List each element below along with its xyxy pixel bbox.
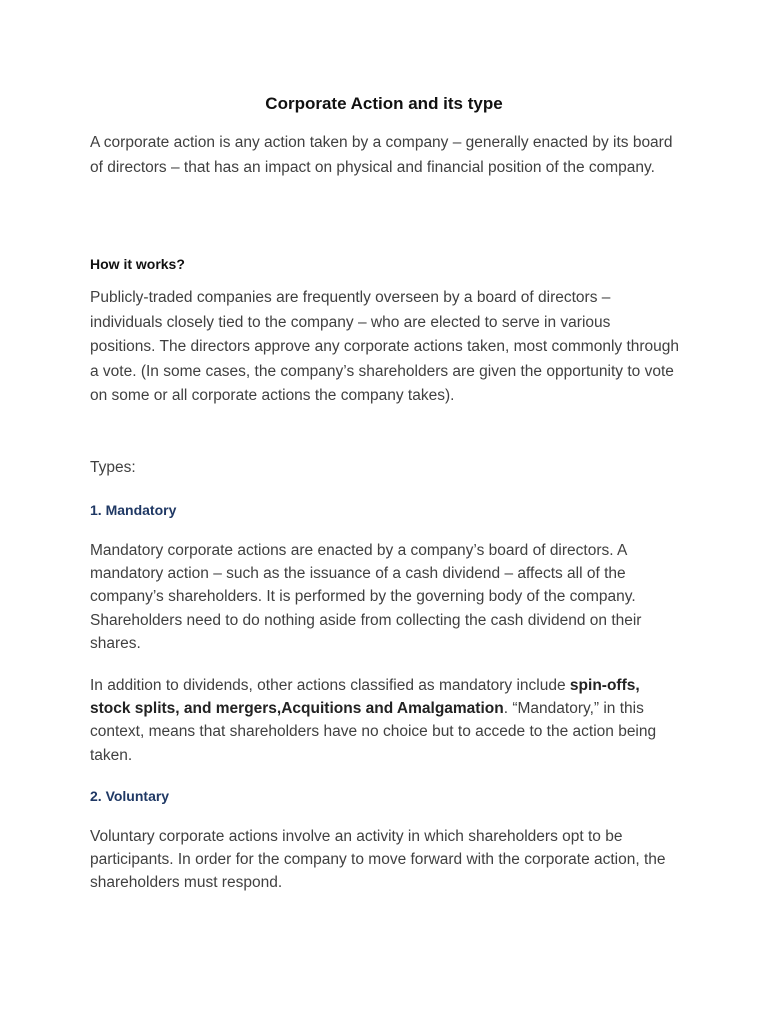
mandatory-extra-prefix: In addition to dividends, other actions classified as mandatory include bbox=[90, 677, 570, 694]
types-label: Types: bbox=[90, 459, 136, 476]
mandatory-paragraph: Mandatory corporate actions are enacted by a company’s board of directors. A mandatory action – such as the issuance of a cash dividend – affects all of the company’s shareholders. It is performed by the governing body of the company. Shareholders need to do nothing aside from collecting the cash dividend on their shares. bbox=[90, 542, 642, 652]
document-title: Corporate Action and its type bbox=[265, 94, 503, 113]
mandatory-actions-list: spin-offs, stock splits, and mergers,Acquitions and Amalgamation bbox=[90, 677, 640, 718]
mandatory-extra-suffix: . “Mandatory,” in this context, means that shareholders have no choice but to accede to the action being taken. bbox=[90, 700, 657, 764]
voluntary-heading: 2. Voluntary bbox=[90, 788, 170, 804]
mandatory-heading: 1. Mandatory bbox=[90, 502, 177, 518]
intro-paragraph: A corporate action is any action taken by a company – generally enacted by its board of directors – that has an impact on physical and financial position of the company. bbox=[90, 134, 673, 176]
how-it-works-paragraph: Publicly-traded companies are frequently overseen by a board of directors – individuals closely tied to the company – who are elected to serve in various positions. The directors approve any corporate actions taken, most commonly through a vote. (In some cases, the company’s shareholders are given the opportunity to vote on some or all corporate actions the company takes). bbox=[90, 289, 680, 405]
how-it-works-heading: How it works? bbox=[90, 256, 185, 272]
mandatory-extra-paragraph bbox=[90, 674, 680, 767]
voluntary-paragraph: Voluntary corporate actions involve an activity in which shareholders opt to be participants. In order for the company to move forward with the corporate action, the shareholders must respond. bbox=[90, 828, 666, 892]
